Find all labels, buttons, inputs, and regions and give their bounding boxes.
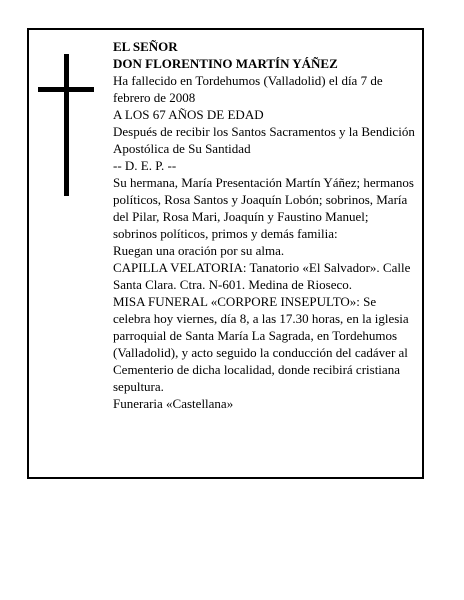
chapel-info: CAPILLA VELATORIA: Tanatorio «El Salvador». Calle Santa Clara. Ctra. N-601. Medina de Rioseco. <box>113 260 411 292</box>
funeral-mass-info: MISA FUNERAL «CORPORE INSEPULTO»: Se celebra hoy viernes, día 8, a las 17.30 horas, en la iglesia parroquial de Santa María La Sagrada, en Tordehumos (Valladolid), y acto seguido la conducción del cadáver al Cementerio de dicha localidad, donde recibirá cristiana sepultura. <box>113 294 409 394</box>
cross-icon <box>38 54 94 196</box>
obituary-text <box>113 38 415 412</box>
funeral-home: Funeraria «Castellana» <box>113 396 234 411</box>
header-title: EL SEÑOR <box>113 39 178 54</box>
rip-line: -- D. E. P. -- <box>113 158 177 173</box>
death-statement: Ha fallecido en Tordehumos (Valladolid) el día 7 de febrero de 2008 <box>113 73 383 105</box>
age-line: A LOS 67 AÑOS DE EDAD <box>113 107 264 122</box>
sacraments-line: Después de recibir los Santos Sacramentos y la Bendición Apostólica de Su Santidad <box>113 124 415 156</box>
deceased-name: DON FLORENTINO MARTÍN YÁÑEZ <box>113 56 338 71</box>
cross-vertical-bar <box>64 54 69 196</box>
prayer-request: Ruegan una oración por su alma. <box>113 243 285 258</box>
cross-horizontal-bar <box>38 87 94 92</box>
family-list: Su hermana, María Presentación Martín Yáñez; hermanos políticos, Rosa Santos y Joaquín Lobón; sobrinos, María del Pilar, Rosa Mari, Joaquín y Faustino Manuel; sobrinos políticos, primos y demás familia: <box>113 175 414 241</box>
